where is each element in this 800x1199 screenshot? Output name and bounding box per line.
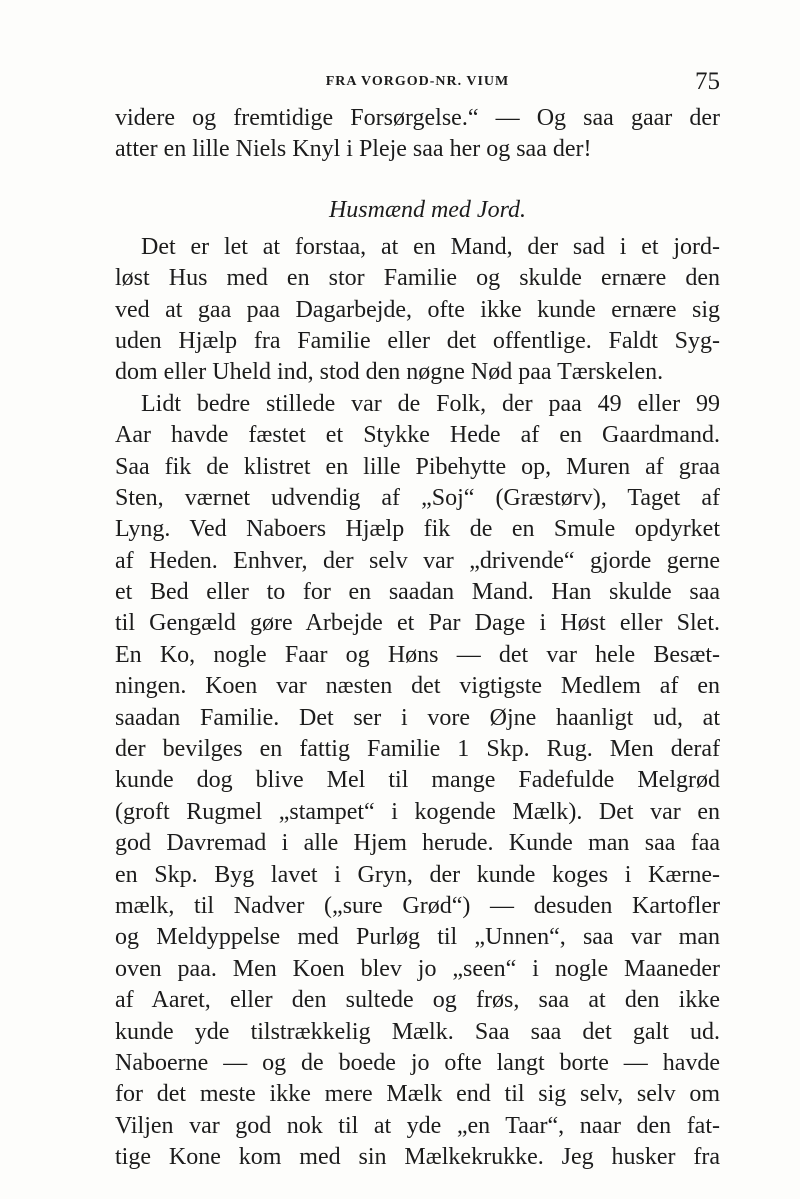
page-number: 75 bbox=[695, 68, 720, 95]
text-line: ningen. Koen var næsten det vigtigste Medlem af en bbox=[115, 673, 720, 700]
text-line: En Ko, nogle Faar og Høns — det var hele Besæt- bbox=[115, 641, 720, 668]
text-line: til Gengæld gøre Arbejde et Par Dage i Høst eller Slet. bbox=[115, 610, 720, 637]
text-line: Saa fik de klistret en lille Pibehytte op, Muren af graa bbox=[115, 453, 720, 480]
text-line: saadan Familie. Det ser i vore Øjne haanligt ud, at bbox=[115, 704, 720, 731]
text-line: af Aaret, eller den sultede og frøs, saa at den ikke bbox=[115, 987, 720, 1014]
text-line: Lidt bedre stillede var de Folk, der paa 49 eller 99 bbox=[141, 390, 720, 417]
text-line: en Skp. Byg lavet i Gryn, der kunde koges i Kærne- bbox=[115, 861, 720, 888]
running-header bbox=[115, 70, 720, 100]
text-line: Sten, værnet udvendig af „Soj“ (Græstørv), Taget af bbox=[115, 484, 720, 511]
text-line: og Meldyppelse med Purløg til „Unnen“, saa var man bbox=[115, 924, 720, 951]
text-line: oven paa. Men Koen blev jo „seen“ i nogle Maaneder bbox=[115, 955, 720, 982]
text-line: atter en lille Niels Knyl i Pleje saa her og saa der! bbox=[115, 136, 592, 163]
text-line: god Davremad i alle Hjem herude. Kunde man saa faa bbox=[115, 830, 720, 857]
body-text bbox=[115, 103, 720, 1174]
text-line: kunde yde tilstrækkelig Mælk. Saa saa det galt ud. bbox=[115, 1018, 720, 1045]
text-line: ved at gaa paa Dagarbejde, ofte ikke kunde ernære sig bbox=[115, 296, 720, 323]
text-line: kunde dog blive Mel til mange Fadefulde Melgrød bbox=[115, 767, 720, 794]
text-line: mælk, til Nadver („sure Grød“) — desuden Kartofler bbox=[115, 892, 720, 919]
text-line: Aar havde fæstet et Stykke Hede af en Gaardmand. bbox=[115, 422, 720, 449]
text-line: for det meste ikke mere Mælk end til sig selv, selv om bbox=[115, 1081, 720, 1108]
text-line: et Bed eller to for en saadan Mand. Han skulde saa bbox=[115, 579, 720, 606]
text-line: dom eller Uheld ind, stod den nøgne Nød paa Tærskelen. bbox=[115, 359, 664, 386]
text-line: der bevilges en fattig Familie 1 Skp. Rug. Men deraf bbox=[115, 736, 720, 763]
running-title: FRA VORGOD-NR. VIUM bbox=[325, 74, 510, 89]
text-line: (groft Rugmel „stampet“ i kogende Mælk). Det var en bbox=[115, 798, 720, 825]
text-line: løst Hus med en stor Familie og skulde ernære den bbox=[115, 265, 720, 292]
text-line: uden Hjælp fra Familie eller det offentlige. Faldt Syg- bbox=[115, 327, 720, 354]
text-line: af Heden. Enhver, der selv var „drivende“ gjorde gerne bbox=[115, 547, 720, 574]
text-line: Viljen var god nok til at yde „en Taar“, naar den fat- bbox=[115, 1112, 720, 1139]
section-heading: Husmænd med Jord. bbox=[328, 196, 527, 223]
text-line: Lyng. Ved Naboers Hjælp fik de en Smule opdyrket bbox=[115, 516, 720, 543]
text-line: Naboerne — og de boede jo ofte langt borte — havde bbox=[115, 1049, 720, 1076]
text-line: tige Kone kom med sin Mælkekrukke. Jeg husker fra bbox=[115, 1144, 720, 1171]
text-line: videre og fremtidige Forsørgelse.“ — Og saa gaar der bbox=[115, 105, 720, 131]
text-line: Det er let at forstaa, at en Mand, der sad i et jord- bbox=[141, 233, 720, 260]
